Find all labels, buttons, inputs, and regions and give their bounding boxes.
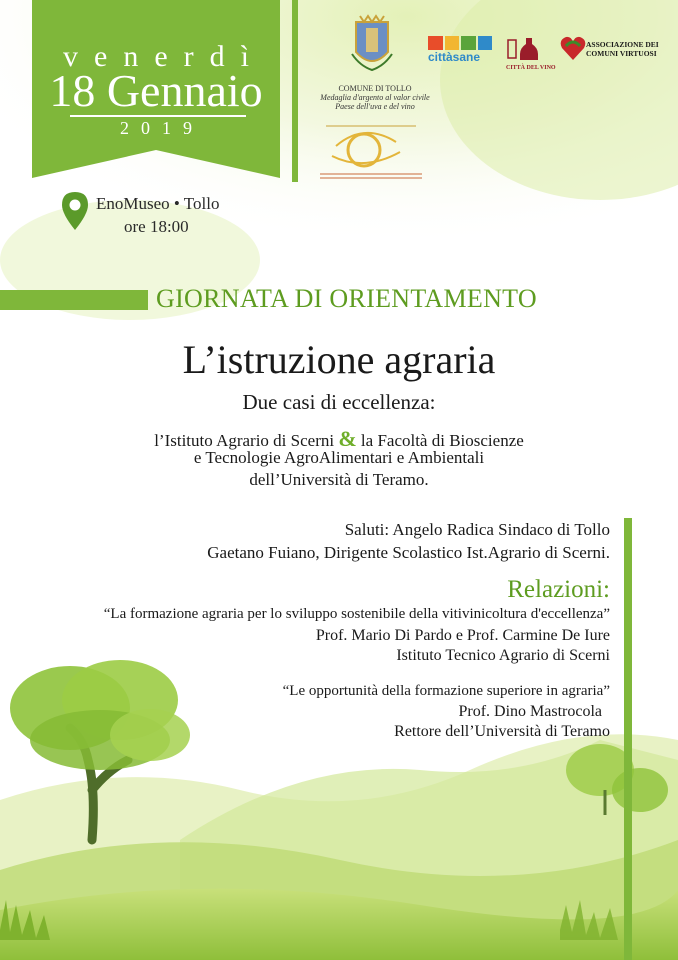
talk-1-title: “La formazione agraria per lo sviluppo sostenibile della vitivinicoltura d'eccellenza”	[103, 606, 610, 622]
cittasane-icon	[428, 36, 492, 50]
citta-del-vino-logo	[506, 36, 556, 71]
talk-2-affiliation: Rettore dell’Università di Teramo	[394, 723, 610, 740]
talk-2-title: “Le opportunità della formazione superiore in agraria”	[282, 683, 610, 699]
location-pin-icon	[62, 192, 88, 230]
location-place: EnoMuseo • Tollo	[96, 194, 220, 213]
vertical-accent-bar-top	[292, 0, 298, 182]
location-time: ore 18:00	[124, 217, 189, 236]
cittasane-logo	[428, 36, 492, 66]
comune-name: COMUNE DI TOLLO	[338, 84, 412, 93]
event-title: L’istruzione agraria	[182, 337, 496, 382]
vertical-accent-bar-right	[624, 518, 632, 960]
comune-motto-2: Paese dell'uva e del vino	[335, 102, 415, 111]
description-line-3: dell’Università di Teramo.	[249, 470, 429, 489]
heading-accent-bar	[0, 290, 148, 310]
event-subtitle: Due casi di eccellenza:	[242, 390, 436, 414]
talk-2-speaker: Prof. Dino Mastrocola	[458, 703, 602, 720]
citta-del-vino-label: CITTÀ DEL VINO	[506, 65, 556, 71]
description-part-b: la Facoltà di Bioscienze	[360, 431, 524, 450]
comune-motto-1: Medaglia d'argento al valor civile	[320, 93, 430, 102]
date-weekday: venerdì	[63, 40, 265, 73]
relazioni-heading: Relazioni:	[507, 576, 610, 603]
description-part-a: l’Istituto Agrario di Scerni	[154, 431, 335, 450]
istituto-scerni-logo	[316, 116, 426, 184]
assoc-line-2: COMUNI VIRTUOSI	[586, 49, 657, 58]
cittasane-label: cittàsane	[428, 50, 481, 64]
date-day-month: 18 Gennaio	[49, 65, 263, 116]
greetings-line-2: Gaetano Fuiano, Dirigente Scolastico Ist.Agrario di Scerni.	[207, 543, 610, 562]
ampersand: &	[338, 426, 357, 451]
talk-1-speaker: Prof. Mario Di Pardo e Prof. Carmine De Iure	[315, 627, 610, 644]
description-line-2: e Tecnologie AgroAlimentari e Ambientali	[193, 448, 485, 467]
talk-1-affiliation: Istituto Tecnico Agrario di Scerni	[396, 647, 610, 664]
wine-bottle-icon	[506, 36, 544, 60]
tollo-coat-of-arms-icon	[350, 14, 394, 74]
date-year: 2019	[120, 118, 204, 138]
greetings-line-1: Saluti: Angelo Radica Sindaco di Tollo	[344, 520, 610, 539]
assoc-line-1: ASSOCIAZIONE DEI	[586, 40, 659, 49]
comuni-virtuosi-heart-icon	[560, 34, 586, 62]
event-heading: GIORNATA DI ORIENTAMENTO	[156, 284, 537, 313]
